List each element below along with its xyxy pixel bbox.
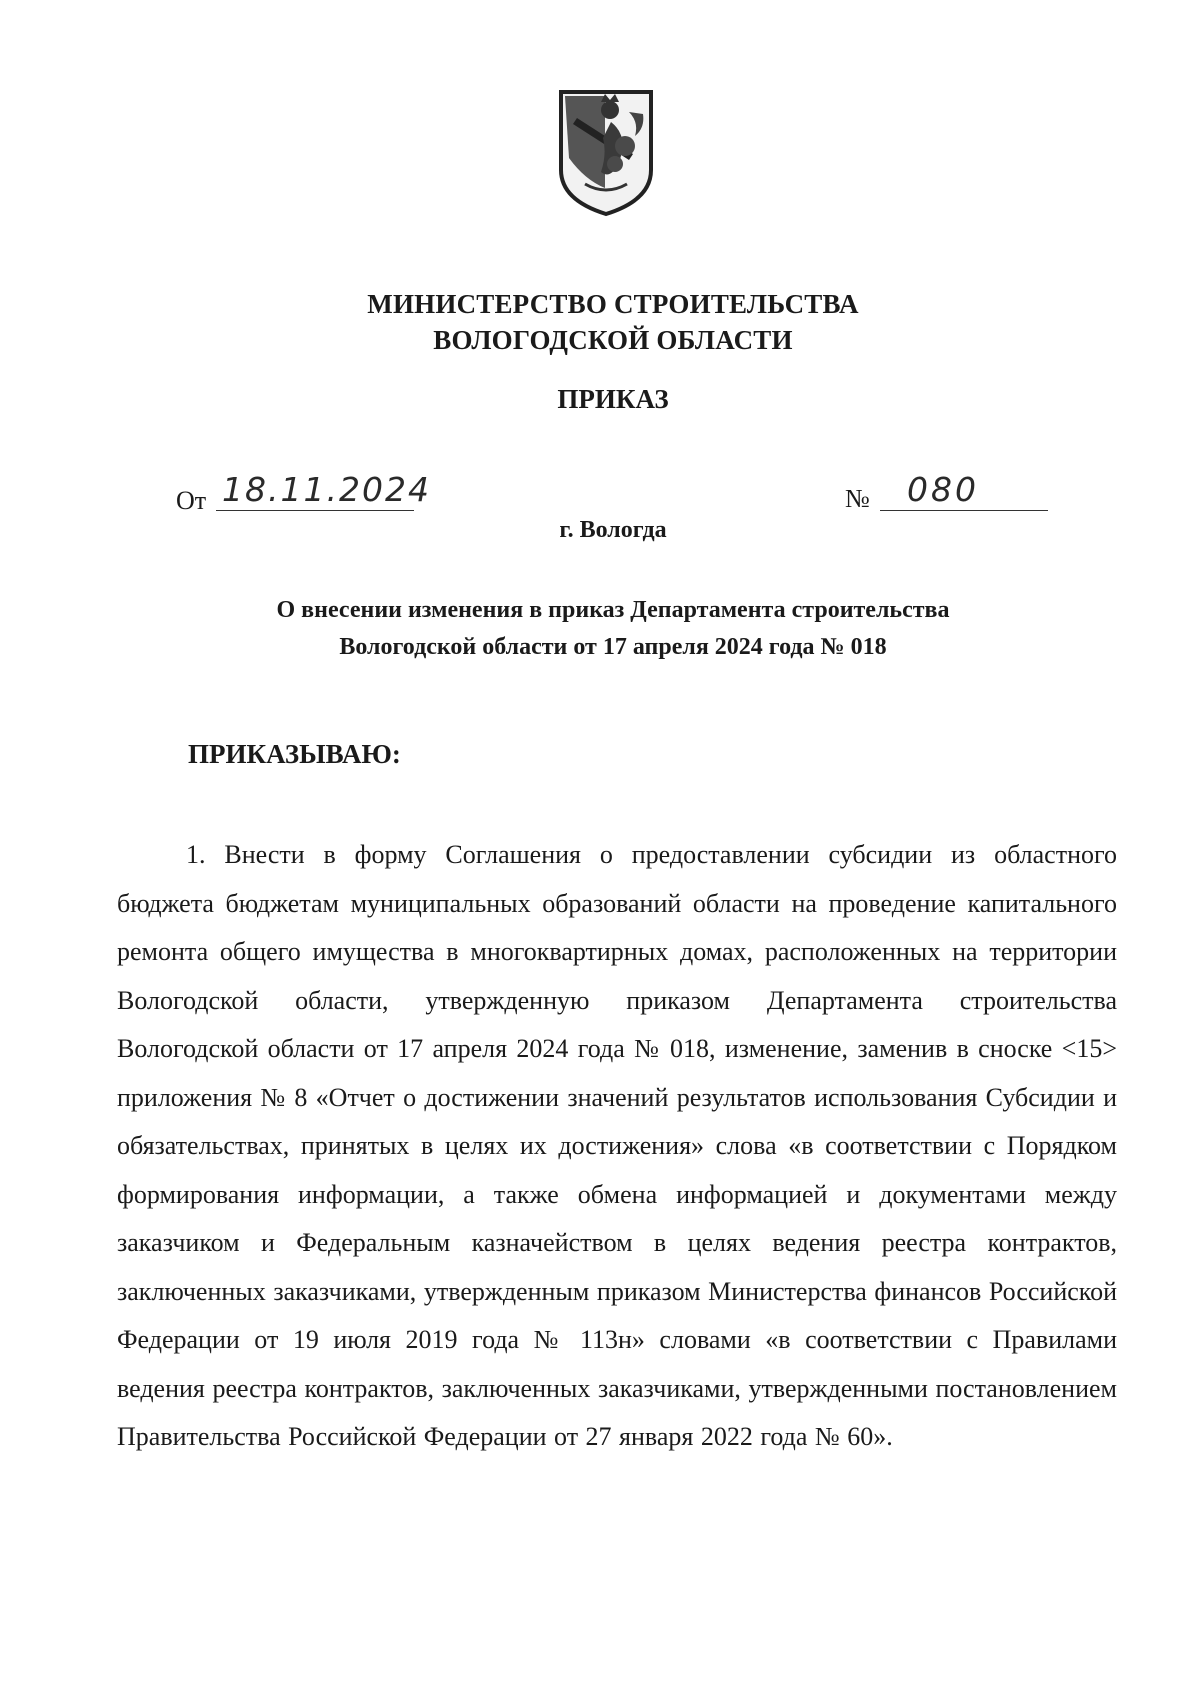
subject-line2: Вологодской области от 17 апреля 2024 года № 018	[339, 634, 887, 660]
date-underline	[216, 510, 414, 511]
date-label: От	[176, 486, 207, 515]
ministry-name-line1: МИНИСТЕРСТВО СТРОИТЕЛЬСТВА	[367, 289, 859, 319]
city: г. Вологда	[559, 517, 667, 543]
date-handwritten: 18.11.2024	[222, 470, 431, 509]
number-handwritten: 080	[907, 470, 979, 509]
number-label: №	[845, 484, 870, 513]
paragraph-1: 1. Внести в форму Соглашения о предоставлении субсидии из областного бюджета бюджетам муниципальных образований области на проведение капитального ремонта общего имущества в многоквартирных домах, расположенных на территории Вологодской области, утвержденную приказом Департамента строительства Вологодской области от 17 апреля 2024 года № 018, изменение, заменив в сноске <15> приложения № 8 «Отчет о достижении значений результатов использования Субсидии и обязательствах, принятых в целях их достижения» слова «в соответствии с Порядком формирования информации, а также обмена информацией и документами между заказчиком и Федеральным казначейством в целях ведения реестра контрактов, заключенных заказчиками, утвержденным приказом Министерства финансов Российской Федерации от 19 июля 2019 года № 113н» словами «в соответствии с Правилами ведения реестра контрактов, заключенных заказчиками, утвержденными постановлением Правительства Российской Федерации от 27 января 2022 года № 60».	[117, 840, 1117, 1451]
ministry-name	[0, 286, 1200, 358]
number-underline	[880, 510, 1048, 511]
subject-line1: О внесении изменения в приказ Департамента строительства	[276, 597, 950, 623]
document-type: ПРИКАЗ	[557, 384, 669, 414]
ministry-name-line2: ВОЛОГОДСКОЙ ОБЛАСТИ	[433, 325, 793, 355]
order-heading: ПРИКАЗЫВАЮ:	[188, 739, 401, 769]
coat-of-arms-emblem	[555, 88, 657, 218]
document-subject	[0, 592, 1200, 666]
